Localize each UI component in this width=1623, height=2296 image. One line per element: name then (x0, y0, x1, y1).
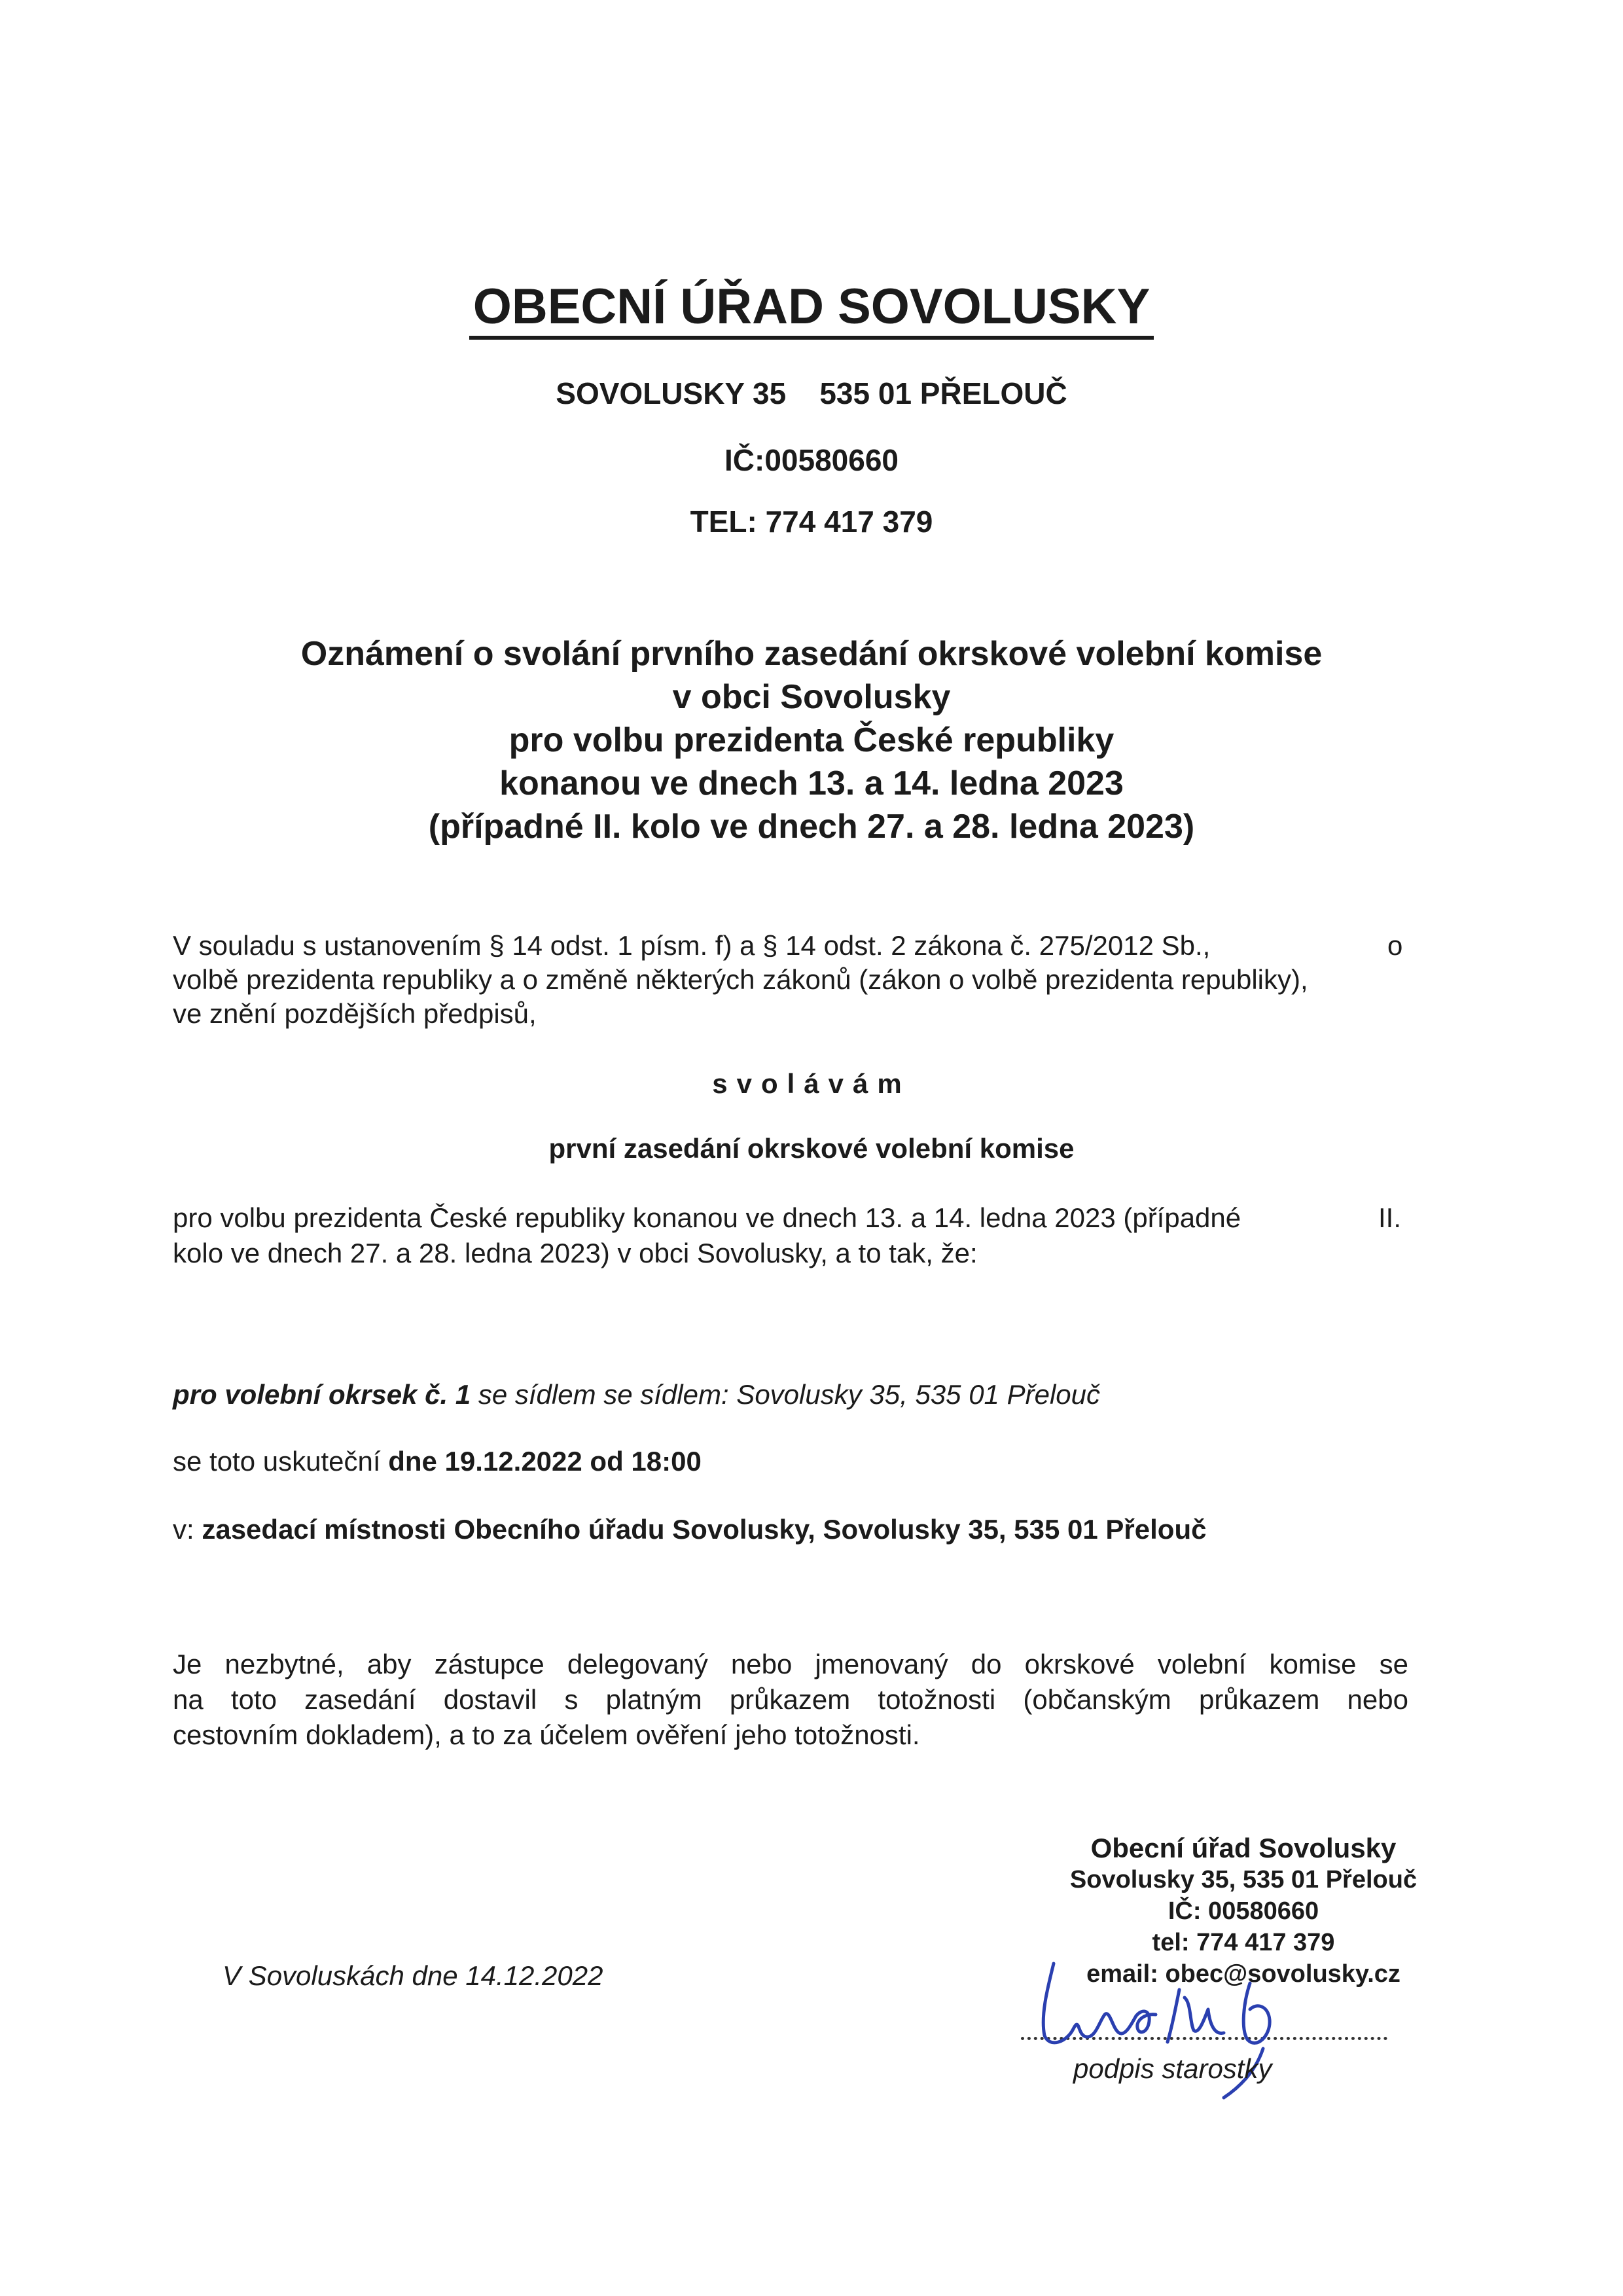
stamp-email: email: obec@sovolusky.cz (1086, 1960, 1400, 1988)
office-address: SOVOLUSKY 35 535 01 PŘELOUČ (556, 376, 1067, 410)
office-ico: IČ:00580660 (724, 443, 899, 477)
notice-line-2: na toto zasedání dostavil s platným průkazem totožnosti (občanským průkazem nebo (173, 1684, 1408, 1715)
office-title (0, 278, 1623, 335)
intro-line-1: V souladu s ustanovením § 14 odst. 1 písm. f) a § 14 odst. 2 zákona č. 275/2012 Sb., (173, 930, 1211, 961)
place-and-date: V Sovoluskách dne 14.12.2022 (223, 1960, 603, 1991)
meeting-place-line (173, 1513, 1206, 1546)
district-line (173, 1378, 1100, 1411)
stamp-tel: tel: 774 417 379 (1152, 1929, 1335, 1956)
intro-line-3: ve znění pozdějších předpisů, (173, 998, 537, 1029)
meeting-place: zasedací místnosti Obecního úřadu Sovolusky, Sovolusky 35, 535 01 Přelouč (202, 1514, 1207, 1545)
subject-line-5: (případné II. kolo ve dnech 27. a 28. ledna 2023) (428, 808, 1195, 846)
notice-line-1: Je nezbytné, aby zástupce delegovaný nebo jmenovaný do okrskové volební komise se (173, 1649, 1408, 1679)
purpose-line-2: kolo ve dnech 27. a 28. ledna 2023) v obci Sovolusky, a to tak, že: (173, 1238, 978, 1268)
intro-line-1-end: o (1387, 930, 1403, 961)
subject-line-2: v obci Sovolusky (672, 678, 951, 716)
meeting-time-prefix: se toto uskuteční (173, 1446, 389, 1477)
purpose-line-1-end: II. (1378, 1202, 1402, 1233)
subject-line-4: konanou ve dnech 13. a 14. ledna 2023 (499, 764, 1124, 802)
meeting-place-prefix: v: (173, 1514, 202, 1545)
signature-caption: podpis starostky (1073, 2053, 1272, 2084)
notice-line-3: cestovním dokladem), a to za účelem ověření jeho totožnosti. (173, 1719, 920, 1750)
office-tel: TEL: 774 417 379 (690, 505, 933, 539)
purpose-line-1: pro volbu prezidenta České republiky konanou ve dnech 13. a 14. ledna 2023 (případné (173, 1202, 1241, 1233)
convene-verb: svolávám (712, 1068, 911, 1099)
intro-line-2: volbě prezidenta republiky a o změně některých zákonů (zákon o volbě prezidenta republiky), (173, 964, 1308, 995)
district-label: pro volební okrsek č. 1 (173, 1379, 471, 1410)
meeting-time-line (173, 1445, 702, 1478)
stamp-address: Sovolusky 35, 535 01 Přelouč (1069, 1866, 1418, 1893)
subject-line-3: pro volbu prezidenta České republiky (508, 721, 1115, 759)
convene-object: první zasedání okrskové volební komise (548, 1133, 1075, 1164)
subject-line-1: Oznámení o svolání prvního zasedání okrskové volební komise (300, 635, 1323, 673)
stamp-office-name: Obecní úřad Sovolusky (1090, 1833, 1397, 1863)
meeting-datetime: dne 19.12.2022 od 18:00 (388, 1446, 702, 1477)
district-seat: se sídlem se sídlem: Sovolusky 35, 535 01 Přelouč (471, 1379, 1100, 1410)
stamp-ico: IČ: 00580660 (1168, 1897, 1319, 1925)
office-name: OBECNÍ ÚŘAD SOVOLUSKY (469, 279, 1154, 340)
